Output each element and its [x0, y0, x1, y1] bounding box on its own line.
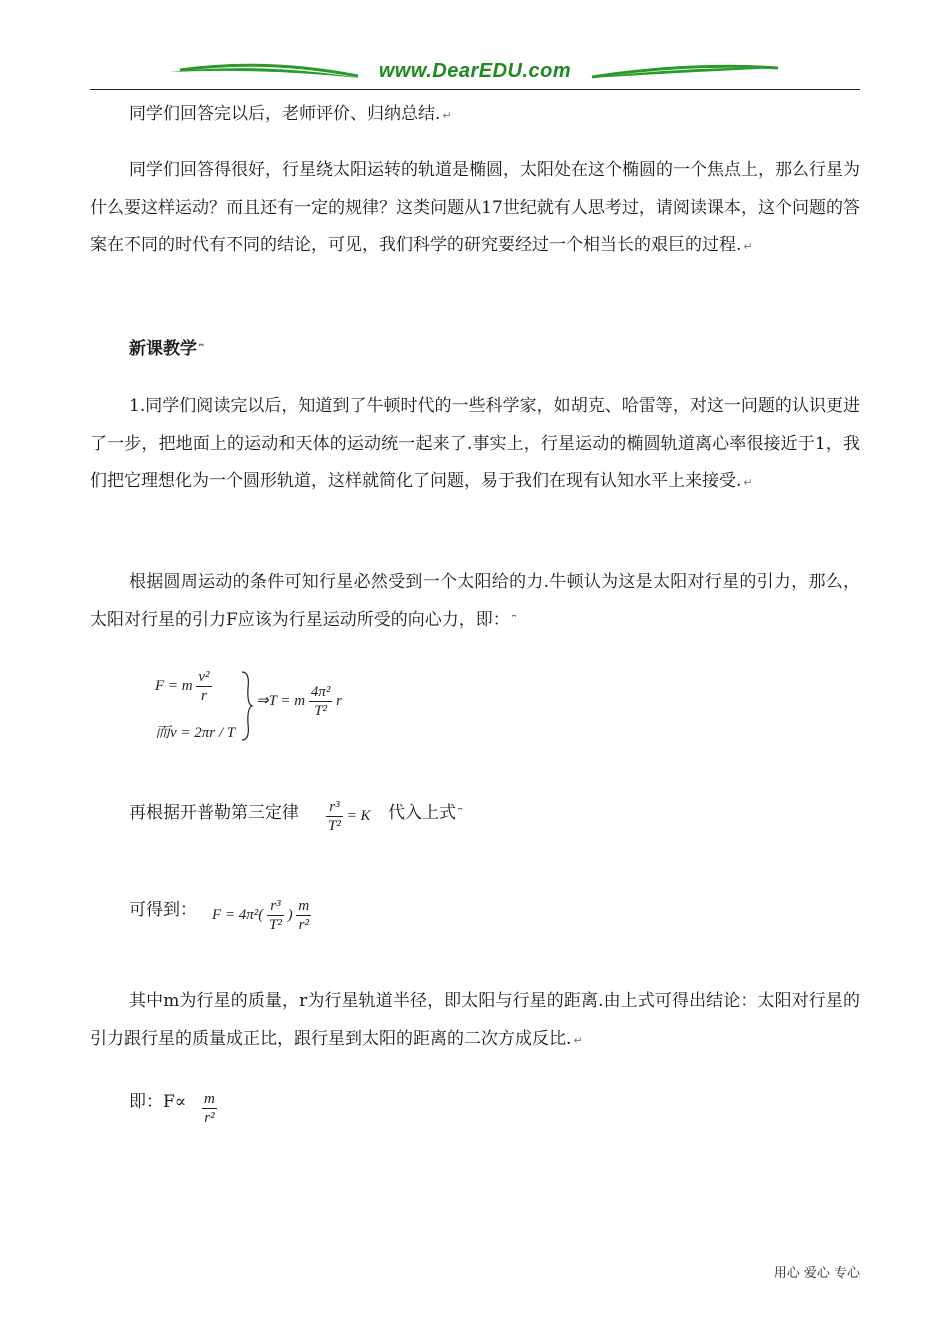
kepler-suffix: 代入上式 ⎴ — [388, 803, 463, 823]
page-header — [90, 58, 860, 90]
kepler-label: 再根据开普勒第三定律 — [129, 803, 299, 823]
paragraph-summary: 同学们回答完以后，老师评价、归纳总结. ↵ — [129, 104, 452, 124]
brace-icon — [240, 670, 254, 742]
result-label: 可得到： — [129, 900, 197, 920]
formula-kepler: $\frac{\text{r³}}{\text{T²}}$ = K — [328, 799, 371, 834]
right-swoosh-icon — [590, 58, 780, 88]
formula-centripetal: F = m $\frac{\text{v²}}{r}$ — [155, 669, 210, 704]
page-footer: 用心 爱心 专心 — [773, 1266, 860, 1281]
paragraph-conclusion: 其中m为行星的质量，r为行星轨道半径，即太阳与行星的距离.由上式可得出结论：太阳对行星的引力跟行星的质量成正比，跟行星到太阳的距离的二次方成反比. ↵ — [90, 991, 860, 1049]
section-heading: 新课教学 ⎴ — [129, 339, 204, 359]
paragraph-gravity: 根据圆周运动的条件可知行星必然受到一个太阳给的力.牛顿认为这是太阳对行星的引力，那么，太阳对行星的引力F应该为行星运动所受的向心力，即： ⎴ — [90, 572, 860, 630]
formula-gravity-result: F = 4π²( $\frac{\text{r³}}{\text{T²}}$ ) $\frac{m}{\text{r²}}$ — [212, 898, 310, 933]
paragraph-intro: 同学们回答得很好，行星绕太阳运转的轨道是椭圆，太阳处在这个椭圆的一个焦点上，那么行星为什么要这样运动？而且还有一定的规律？这类问题从17世纪就有人思考过，请阅读课本，这个问题的答案在不同的时代有不同的结论，可见，我们科学的研究要经过一个相当长的艰巨的过程. ↵ — [90, 160, 860, 255]
paragraph-lesson-1: 1.同学们阅读完以后，知道到了牛顿时代的一些科学家，如胡克、哈雷等，对这一问题的认识更进了一步，把地面上的运动和天体的运动统一起来了.事实上，行星运动的椭圆轨道离心率很接近于1，我们把它理想化为一个圆形轨道，这样就简化了问题，易于我们在现有认知水平上来接受. ↵ — [90, 396, 860, 491]
proportional-label: 即：F∝ — [129, 1092, 187, 1112]
formula-velocity: 而v = 2πr / T — [155, 725, 236, 741]
site-logo[interactable]: www.DearEDU.com — [378, 60, 572, 82]
formula-proportional: $\frac{m}{\text{r²}}$ — [204, 1091, 215, 1126]
header-divider — [90, 89, 860, 90]
formula-result-T: ⇒T = m $\frac{\text{4π²}}{\text{T²}}$ r — [256, 684, 342, 719]
